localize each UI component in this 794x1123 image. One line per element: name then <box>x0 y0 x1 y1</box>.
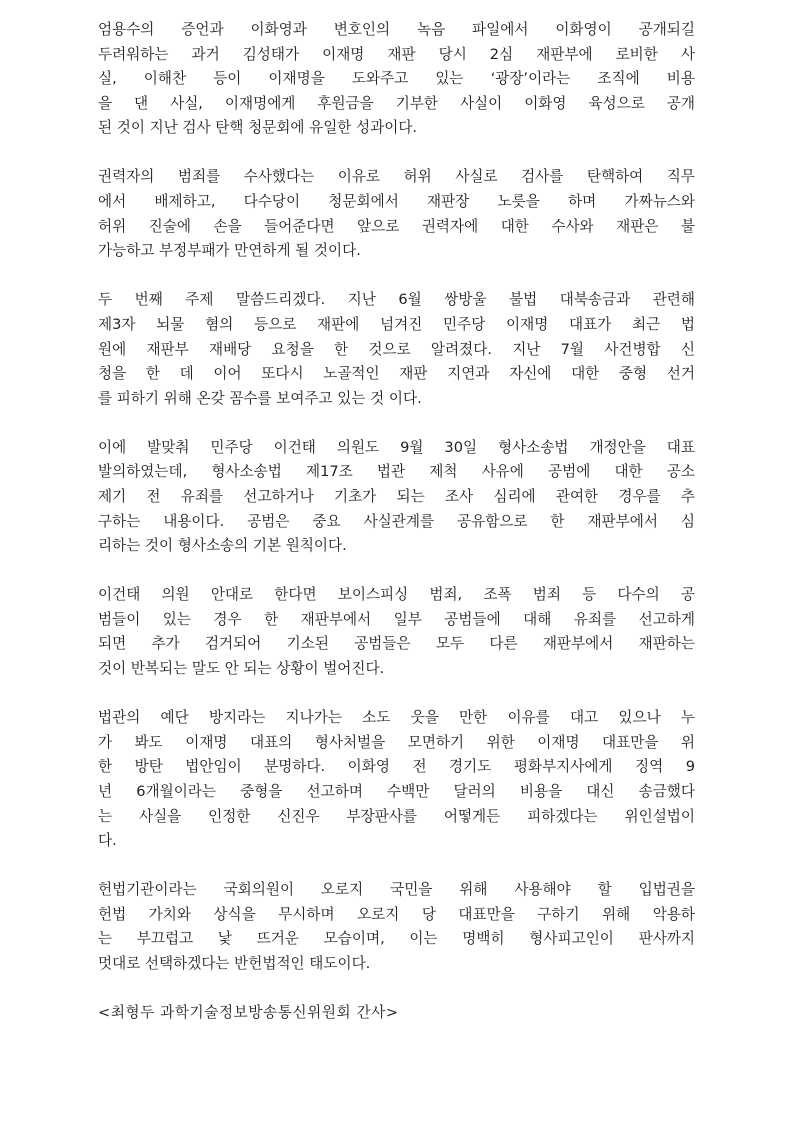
paragraph <box>98 706 695 854</box>
paragraph-line: 헌법 가치와 상식을 무시하며 오로지 당 대표만을 구하기 위해 악용하 <box>98 905 695 923</box>
paragraph-line: 는 부끄럽고 낯 뜨거운 모습이며, 이는 명백히 형사피고인이 판사까지 <box>98 930 695 948</box>
paragraph-line: 을 댄 사실, 이재명에게 후원금을 기부한 사실이 이화영 육성으로 공개 <box>98 94 695 112</box>
paragraph-line: 권력자의 범죄를 수사했다는 이유로 허위 사실로 검사를 탄핵하여 직무 <box>98 168 695 186</box>
paragraph-line: 된 것이 지난 검사 탄핵 청문회에 유일한 성과이다. <box>98 119 418 137</box>
paragraph-line: 원에 재판부 재배당 요청을 한 것으로 알려졌다. 지난 7월 사건병합 신 <box>98 340 695 358</box>
paragraph-line: 가 봐도 이재명 대표의 형사처벌을 모면하기 위한 이재명 대표만을 위 <box>98 733 695 751</box>
paragraph-line: 엄용수의 증언과 이화영과 변호인의 녹음 파일에서 이화영이 공개되길 <box>98 21 695 38</box>
paragraph-line: 허위 진술에 손을 들어준다면 앞으로 권력자에 대한 수사와 재판은 불 <box>98 217 695 235</box>
paragraph-line: 이에 발맞춰 민주당 이건태 의원도 9월 30일 형사소송법 개정안을 대표 <box>98 438 695 456</box>
paragraph-line: 년 6개월이라는 중형을 선고하며 수백만 달러의 비용을 대신 송금했다 <box>98 782 695 800</box>
paragraph <box>98 436 695 559</box>
paragraph-line: 다. <box>98 832 117 850</box>
paragraph-line: 되면 추가 검거되어 기소된 공범들은 모두 다른 재판부에서 재판하는 <box>98 635 695 653</box>
document-body <box>98 18 695 977</box>
paragraph-line: 것이 반복되는 말도 안 되는 상황이 벌어진다. <box>98 660 385 678</box>
paragraph-line: 법관의 예단 방지라는 지나가는 소도 웃을 만한 이유를 대고 있으나 누 <box>98 709 695 727</box>
paragraph <box>98 165 695 263</box>
paragraph <box>98 18 695 141</box>
signature-line: <최형두 과학기술정보방송통신위원회 간사> <box>98 1004 399 1022</box>
paragraph-line: 발의하였는데, 형사소송법 제17조 법관 제척 사유에 공범에 대한 공소 <box>98 463 695 481</box>
paragraph-line: 제기 전 유죄를 선고하거나 기초가 되는 조사 심리에 관여한 경우를 추 <box>98 488 695 505</box>
paragraph-line: 는 사실을 인정한 신진우 부장판사를 어떻게든 피하겠다는 위인설법이 <box>98 807 695 825</box>
paragraph <box>98 288 695 411</box>
paragraph-line: 범들이 있는 경우 한 재판부에서 일부 공범들에 대해 유죄를 선고하게 <box>98 610 695 628</box>
paragraph <box>98 583 695 681</box>
paragraph-line: 를 피하기 위해 온갖 꼼수를 보여주고 있는 것 이다. <box>98 389 422 407</box>
paragraph-line: 가능하고 부정부패가 만연하게 될 것이다. <box>98 242 361 260</box>
paragraph-line: 청을 한 데 이어 또다시 노골적인 재판 지연과 자신에 대한 중형 선거 <box>98 365 695 383</box>
paragraph-line: 한 방탄 법안임이 분명하다. 이화영 전 경기도 평화부지사에게 징역 9 <box>98 758 695 776</box>
paragraph-line: 에서 배제하고, 다수당이 청문회에서 재판장 노릇을 하며 가짜뉴스와 <box>98 193 695 211</box>
document-page <box>98 18 695 1026</box>
paragraph-line: 멋대로 선택하겠다는 반헌법적인 태도이다. <box>98 955 371 972</box>
paragraph-line: 이건태 의원 안대로 한다면 보이스피싱 범죄, 조폭 범죄 등 다수의 공 <box>98 586 695 604</box>
paragraph-line: 구하는 내용이다. 공범은 중요 사실관계를 공유함으로 한 재판부에서 심 <box>98 512 695 530</box>
paragraph-line: 헌법기관이라는 국회의원이 오로지 국민을 위해 사용해야 할 입법권을 <box>98 881 695 899</box>
paragraph-line: 리하는 것이 형사소송의 기본 원칙이다. <box>98 537 347 555</box>
paragraph <box>98 878 695 976</box>
paragraph-line: 두려워하는 과거 김성태가 이재명 재판 당시 2심 재판부에 로비한 사 <box>98 45 695 63</box>
paragraph-line: 두 번째 주제 말씀드리겠다. 지난 6월 쌍방울 불법 대북송금과 관련해 <box>98 291 695 309</box>
paragraph-line: 실, 이해찬 등이 이재명을 도와주고 있는 ‘광장’이라는 조직에 비용 <box>98 70 695 88</box>
paragraph-line: 제3자 뇌물 혐의 등으로 재판에 넘겨진 민주당 이재명 대표가 최근 법 <box>98 315 695 333</box>
